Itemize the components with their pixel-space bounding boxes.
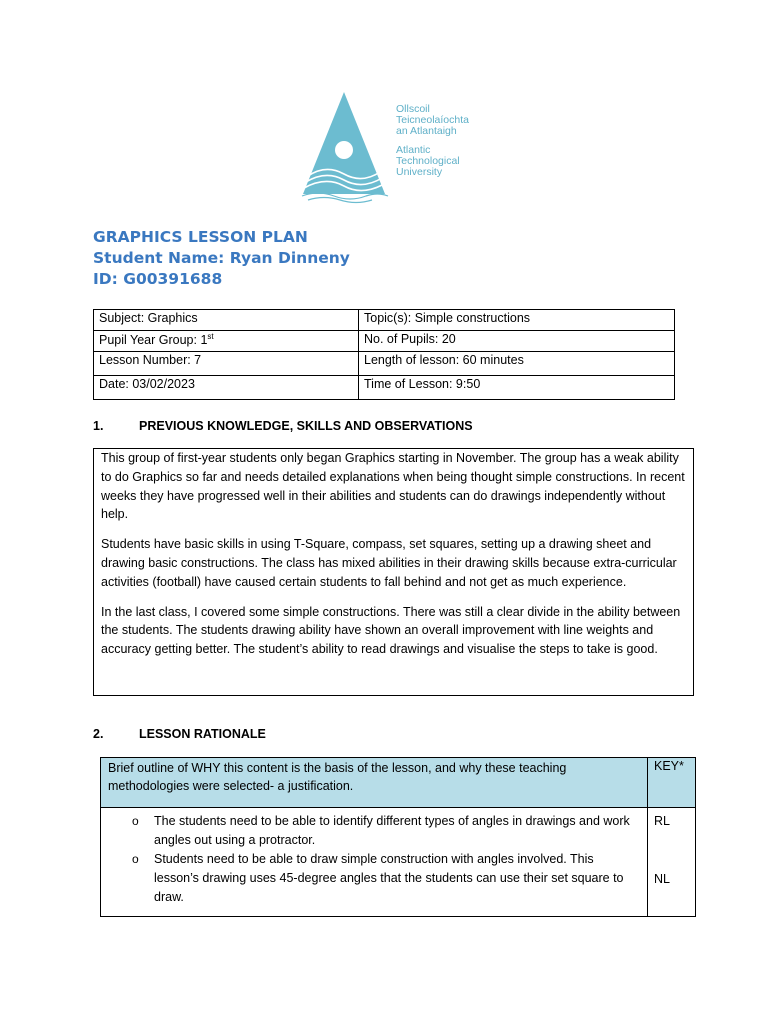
key-content [648, 808, 696, 917]
logo-line: Atlantic [396, 144, 431, 156]
table-header-row [101, 758, 696, 808]
table-row [94, 376, 675, 400]
year-group-cell [94, 331, 359, 352]
paragraph: This group of first-year students only began Graphics starting in November. The group has a weak ability to do Graphics so far and needs detailed explanations when being thought simple constructions. In recent weeks they have progressed well in their abilities and students can do drawings independently without help. [101, 451, 685, 522]
key-value: NL [654, 872, 670, 886]
university-logo [288, 86, 480, 204]
table-row [101, 808, 696, 917]
list-item [108, 850, 640, 907]
table-row [94, 310, 675, 331]
previous-knowledge-box [93, 448, 694, 696]
logo-line: Teicneolaíochta [396, 114, 469, 126]
pupils-cell: No. of Pupils: 20 [359, 331, 675, 352]
paragraph: In the last class, I covered some simple constructions. There was still a clear divide in the ability between the students. The students drawing ability have shown an overall improvement with line weights and accuracy getting better. The student’s ability to read drawings and visualise the steps to take is good. [101, 604, 681, 657]
date-cell: Date: 03/02/2023 [94, 376, 359, 400]
table-row [94, 352, 675, 376]
section-2-heading [93, 727, 266, 741]
topic-cell: Topic(s): Simple constructions [359, 310, 675, 331]
table-row [94, 331, 675, 352]
section-1-heading [93, 419, 473, 433]
logo-line: Ollscoil [396, 103, 430, 115]
length-cell: Length of lesson: 60 minutes [359, 352, 675, 376]
list-item [108, 812, 640, 850]
time-cell: Time of Lesson: 9:50 [359, 376, 675, 400]
subject-cell: Subject: Graphics [94, 310, 359, 331]
bullet-icon: o [132, 852, 139, 866]
section-number: 1. [93, 419, 104, 433]
year-group-label: Pupil Year Group: 1 [99, 333, 208, 348]
student-name: Student Name: Ryan Dinneny [93, 249, 350, 267]
lesson-rationale-table [100, 757, 696, 917]
section-title: LESSON RATIONALE [139, 727, 266, 741]
rationale-list [108, 812, 640, 907]
logo-line: Technological [396, 155, 460, 167]
key-header: KEY* [648, 758, 696, 808]
logo-line: an Atlantaigh [396, 125, 457, 137]
section-number: 2. [93, 727, 104, 741]
rationale-content [101, 808, 648, 917]
list-item-text: The students need to be able to identify different types of angles in drawings and work angles out using a protractor. [154, 814, 630, 847]
section-title: PREVIOUS KNOWLEDGE, SKILLS AND OBSERVATIONS [139, 419, 473, 433]
rationale-header: Brief outline of WHY this content is the basis of the lesson, and why these teaching methodologies were selected- a justification. [101, 758, 648, 808]
lesson-number-cell: Lesson Number: 7 [94, 352, 359, 376]
lesson-info-table [93, 309, 675, 400]
key-value: RL [654, 814, 670, 828]
page-title: GRAPHICS LESSON PLAN [93, 228, 308, 246]
logo-text [396, 104, 469, 178]
atu-logo-icon [288, 86, 398, 204]
year-group-suffix: st [207, 332, 214, 341]
bullet-icon: o [132, 814, 139, 828]
paragraph: Students have basic skills in using T-Square, compass, set squares, setting up a drawing sheet and drawing basic constructions. The class has mixed abilities in their drawing skills because extra-curricular activities (football) have caused certain students to fall behind and not get as much experience. [101, 537, 677, 589]
list-item-text: Students need to be able to draw simple construction with angles involved. This lesson’s drawing uses 45-degree angles that the students can use their set square to draw. [154, 852, 624, 904]
logo-line: University [396, 166, 443, 178]
student-id: ID: G00391688 [93, 270, 223, 288]
